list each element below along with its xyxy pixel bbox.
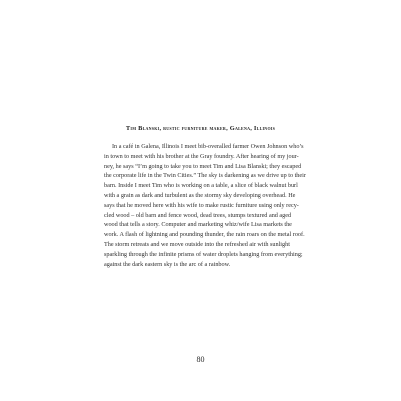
paragraph-line: The storm retreats and we move outside into the refreshed air with sunlight [104, 240, 290, 248]
page-number: 80 [196, 355, 205, 364]
paragraph-line: against the dark eastern sky is the arc of a rainbow. [104, 260, 231, 268]
paragraph-line: cled wood – old barn and fence wood, dead trees, stumps textured and aged [104, 211, 292, 219]
paragraph-line: sparkling through the infinite prisms of water droplets hanging from everything; [104, 250, 303, 258]
paragraph-line: the corporate life in the Twin Cities.” The sky is darkening as we drive up to their [104, 172, 306, 180]
paragraph-line: work. A flash of lightning and pounding thunder, the rain roars on the metal roof. [104, 231, 305, 239]
paragraph-line: ney, he says “I’m going to take you to meet Tim and Lisa Blanski; they escaped [104, 162, 302, 170]
paragraph-line: with a grain as dark and turbulent as the stormy sky developing overhead. He [104, 191, 296, 199]
body-paragraph [104, 142, 306, 269]
paragraph-line: wood that tells a story. Computer and marketing whiz/wife Lisa markets the [104, 221, 292, 229]
paragraph-line: says that he moved here with his wife to make rustic furniture using only recy- [104, 201, 299, 209]
paragraph-line: barn. Inside I meet Tim who is working on a table, a slice of black walnut burl [104, 182, 298, 190]
paragraph-line: in town to meet with his brother at the Gray foundry. After hearing of my jour- [104, 152, 299, 160]
paragraph-line: In a café in Galena, Illinois I meet bib-overalled farmer Owen Johnson who’s [112, 143, 304, 150]
section-heading: Tim Blanski, rustic furniture maker, Galena, Illinois [125, 125, 276, 132]
